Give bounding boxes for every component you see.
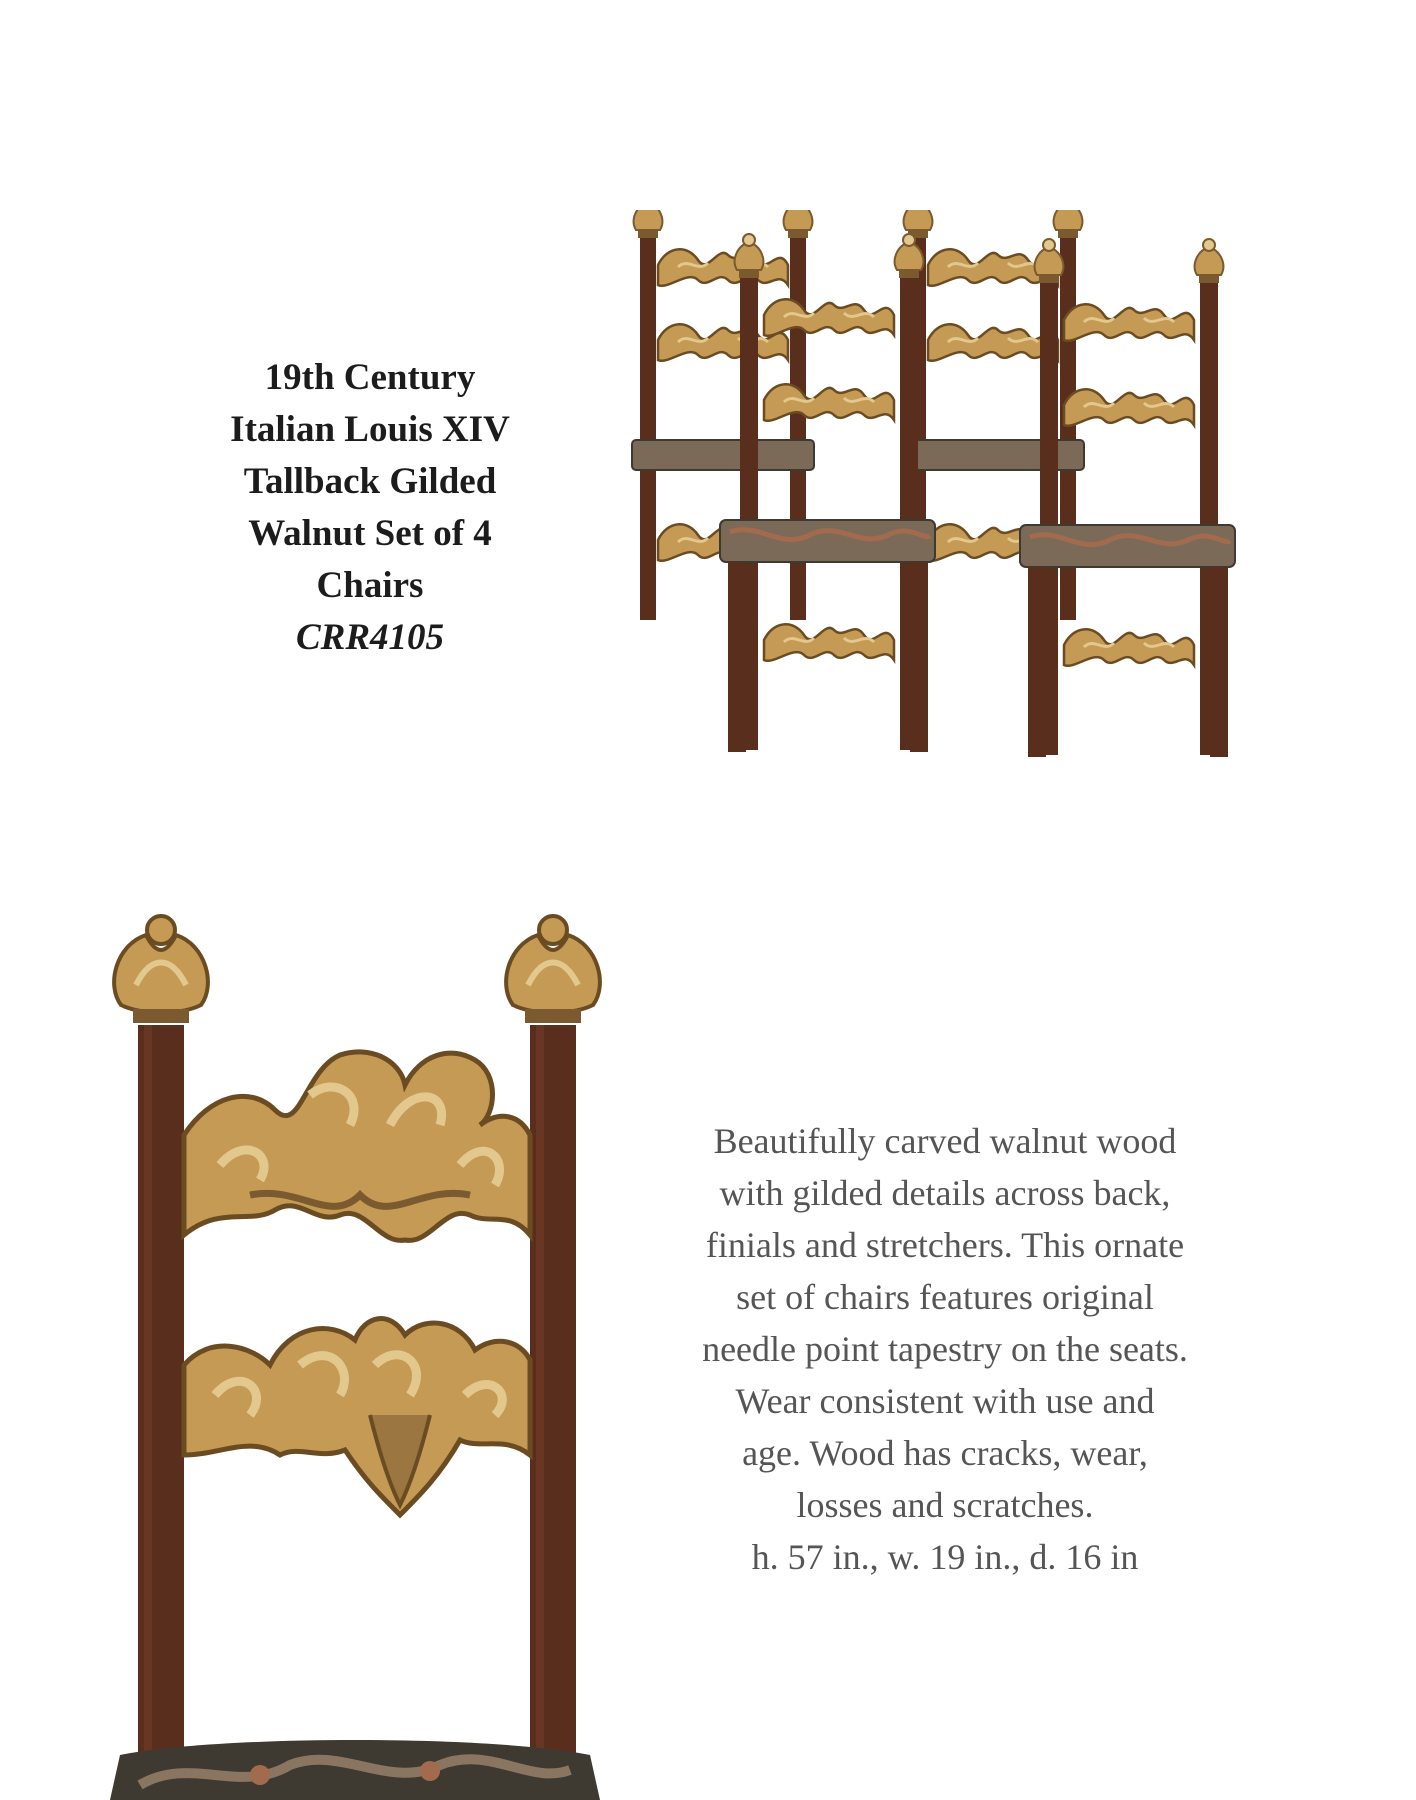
chair-set-photo (600, 210, 1280, 810)
tapestry-seat (110, 1740, 600, 1800)
upper-gilded-rail (184, 1052, 530, 1241)
description-line: Beautifully carved walnut wood (713, 1121, 1177, 1161)
title-line: Tallback Gilded (243, 461, 497, 502)
title-line: Italian Louis XIV (230, 409, 510, 450)
product-sku: CRR4105 (295, 617, 445, 658)
description-line: age. Wood has cracks, wear, (742, 1433, 1148, 1473)
chair-front-left (720, 234, 935, 752)
chair-back-detail-photo (100, 895, 640, 1800)
description-line: losses and scratches. (796, 1485, 1094, 1525)
description-line: needle point tapestry on the seats. (702, 1329, 1188, 1369)
description-line: with gilded details across back, (719, 1173, 1171, 1213)
product-dimensions: h. 57 in., w. 19 in., d. 16 in (751, 1537, 1139, 1577)
title-line: Walnut Set of 4 (248, 513, 492, 554)
product-description (640, 1115, 1250, 1583)
title-line: Chairs (316, 565, 424, 606)
chair-front-right (1020, 239, 1235, 757)
description-line: finials and stretchers. This ornate (705, 1225, 1185, 1265)
lower-gilded-rail (184, 1319, 530, 1515)
product-title (200, 352, 540, 664)
description-line: set of chairs features original (736, 1277, 1154, 1317)
description-line: Wear consistent with use and (735, 1381, 1155, 1421)
title-line: 19th Century (264, 357, 476, 398)
left-finial (114, 916, 208, 1023)
right-finial (506, 916, 600, 1023)
